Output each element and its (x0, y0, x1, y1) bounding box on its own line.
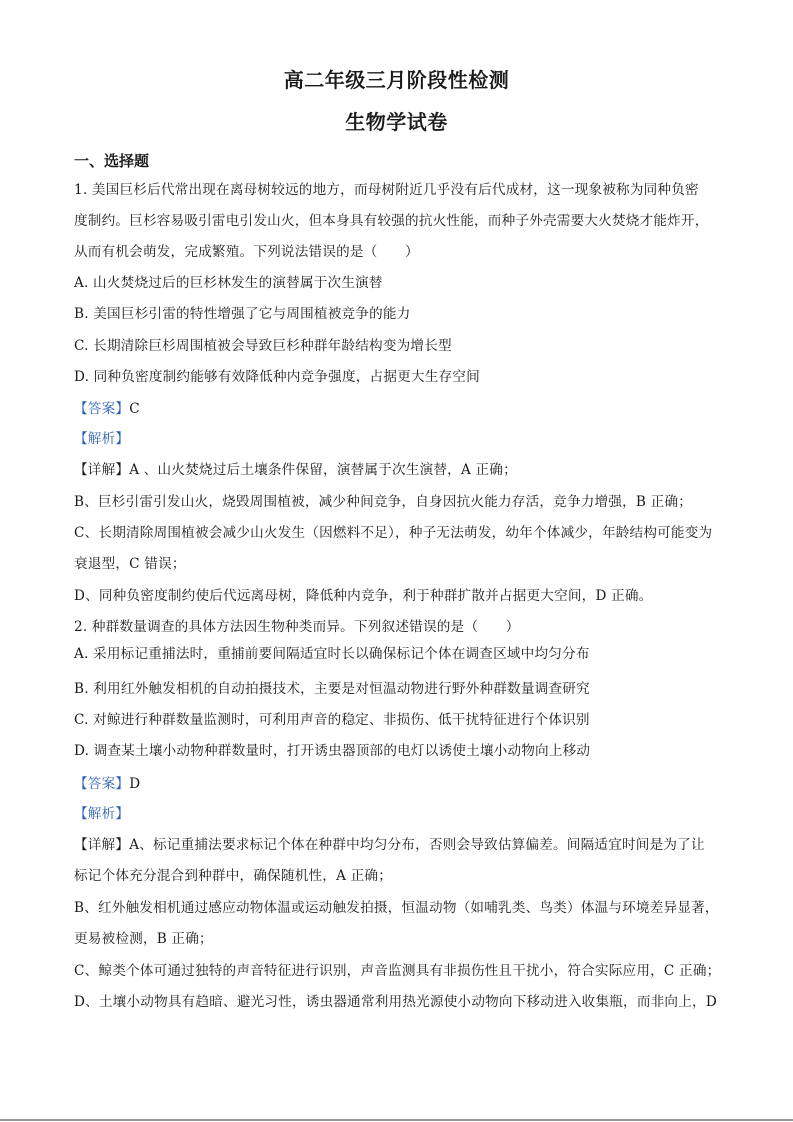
question-1-stem-line: 1. 美国巨杉后代常出现在离母树较远的地方，而母树附近几乎没有后代成材，这一现象被称为同种负密 (74, 182, 699, 198)
question-1-option-c: C. 长期清除巨杉周围植被会导致巨杉种群年龄结构变为增长型 (74, 338, 452, 354)
question-2-analysis-tag: 【解析】 (74, 806, 130, 822)
question-1-analysis-tag: 【解析】 (74, 431, 130, 447)
question-2-option-d: D. 调查某土壤小动物种群数量时，打开诱虫器顶部的电灯以诱使土壤小动物向上移动 (74, 743, 591, 759)
question-1-detail-line: D、同种负密度制约使后代远离母树，降低种内竞争，利于种群扩散并占据更大空间，D 正确。 (74, 588, 653, 604)
answer-value: D (129, 776, 141, 792)
question-2-answer (74, 775, 140, 793)
detail-tag: 【详解】 (74, 837, 130, 853)
answer-tag: 【答案】 (74, 401, 130, 417)
question-2-detail-line: B、红外触发相机通过感应动物体温或运动触发拍摄，恒温动物（如哺乳类、鸟类）体温与环境差异显著， (74, 900, 719, 916)
question-1-stem-line: 从而有机会萌发，完成繁殖。下列说法错误的是（ ） (74, 244, 419, 260)
question-2-detail-line: C、鲸类个体可通过独特的声音特征进行识别，声音监测具有非损伤性且干扰小，符合实际应用，C 正确； (74, 963, 721, 979)
section-heading: 一、选择题 (74, 152, 150, 170)
page-subtitle: 生物学试卷 (345, 110, 448, 134)
question-1-detail-line (74, 461, 517, 479)
question-1-option-a: A. 山火焚烧过后的巨杉林发生的演替属于次生演替 (74, 275, 383, 291)
question-1-answer (74, 400, 140, 418)
question-2-detail-line: 更易被检测，B 正确； (74, 931, 213, 947)
detail-text: A 、山火焚烧过后土壤条件保留，演替属于次生演替，A 正确； (129, 462, 517, 478)
question-1-detail-line: C、长期清除周围植被会减少山火发生（因燃料不足），种子无法萌发，幼年个体减少，年龄结构可能变为 (74, 525, 713, 541)
answer-tag: 【答案】 (74, 776, 130, 792)
question-1-stem-line: 度制约。巨杉容易吸引雷电引发山火，但本身具有较强的抗火性能，而种子外壳需要大火焚烧才能炸开， (74, 213, 709, 229)
question-1-detail-line: B、巨杉引雷引发山火，烧毁周围植被，减少种间竞争，自身因抗火能力存活，竞争力增强，B 正确； (74, 494, 693, 510)
question-2-option-a: A. 采用标记重捕法时，重捕前要间隔适宜时长以确保标记个体在调查区域中均匀分布 (74, 646, 590, 662)
answer-value: C (129, 401, 140, 417)
question-2-stem-line: 2. 种群数量调查的具体方法因生物种类而异。下列叙述错误的是（ ） (74, 619, 520, 635)
page-title: 高二年级三月阶段性检测 (283, 68, 510, 92)
question-1-option-d: D. 同种负密度制约能够有效降低种内竞争强度，占据更大生存空间 (74, 369, 480, 385)
question-2-detail-line: 标记个体充分混合到种群中，确保随机性，A 正确； (74, 868, 392, 884)
question-2-option-c: C. 对鲸进行种群数量监测时，可利用声音的稳定、非损伤、低干扰特征进行个体识别 (74, 712, 590, 728)
question-1-detail-line: 衰退型，C 错误； (74, 556, 186, 572)
detail-tag: 【详解】 (74, 462, 130, 478)
question-2-option-b: B. 利用红外触发相机的自动拍摄技术，主要是对恒温动物进行野外种群数量调查研究 (74, 681, 590, 697)
question-2-detail-line (74, 836, 705, 854)
page-bottom-divider (0, 1119, 793, 1121)
detail-text: A、标记重捕法要求标记个体在种群中均匀分布，否则会导致估算偏差。间隔适宜时间是为了让 (129, 837, 705, 853)
question-1-option-b: B. 美国巨杉引雷的特性增强了它与周围植被竞争的能力 (74, 306, 411, 322)
question-2-detail-line: D、土壤小动物具有趋暗、避光习性，诱虫器通常利用热光源使小动物向下移动进入收集瓶，而非向上，D (74, 994, 717, 1010)
